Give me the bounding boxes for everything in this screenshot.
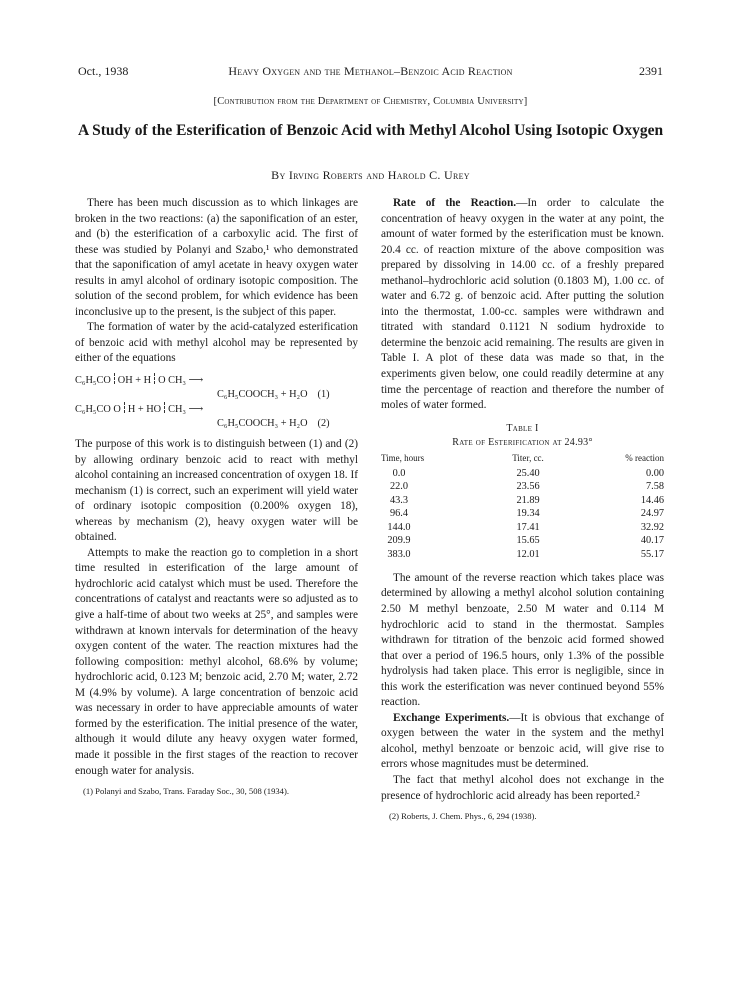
table-header-row xyxy=(381,452,664,467)
rate-paragraph: Rate of the Reaction.—In order to calculate the concentration of heavy oxygen in the water at any point, the amount of water formed by the esterification must be known. 20.4 cc. of reaction mixture of the above composition was prepared by dissolving in 14.00 cc. of a freshly prepared methanol–hydrochloric acid solution (0.1803 M), 1.00 cc. of water and 6.72 g. of benzoic acid. After putting the solution into the thermostat, 1.00-cc. samples were withdrawn and titrated with standard 0.1121 N sodium hydroxide to determine the benzoic acid remaining. The results are given in Table I. A plot of these data was made so that, in the experiments given below, one could readily determine at any time the percentage of reaction and therefore the number of moles of water formed. xyxy=(381,197,665,412)
methanol-exchange-paragraph: The fact that methyl alcohol does not exchange in the presence of hydrochloric acid already has been reported.² xyxy=(381,774,664,802)
equation-2-reactants: C₆H₅CO O H + HO CH₃ ⟶ xyxy=(75,404,204,416)
bond-cleavage-mark xyxy=(124,402,125,413)
table-row: 0.0 25.40 0.00 xyxy=(392,468,664,480)
running-head xyxy=(78,64,663,80)
section-heading-exchange: Exchange Experiments. xyxy=(393,711,510,724)
footnote-2: (2) Roberts, J. Chem. Phys., 6, 294 (1938). xyxy=(389,811,537,822)
article-title: A Study of the Esterification of Benzoic Acid with Methyl Alcohol Using Isotopic Oxygen xyxy=(77,122,664,139)
column-header: % reaction xyxy=(625,452,664,463)
bond-cleavage-mark xyxy=(164,402,165,413)
reverse-reaction-paragraph: The amount of the reverse reaction which takes place was determined by allowing a methyl alcohol solution containing 2.50 M methyl benzoate, 2.50 M water and 0.114 M hydrochloric acid to stand in the thermostat. Samples withdrawn for titration of the benzoic acid formed showed that over a period of 196.5 hours, only 1.3% of the possible hydrolysis had taken place. This error is negligible, since in this work the esterification was never continued beyond 55% reaction. xyxy=(381,571,664,709)
equation-number: (2) xyxy=(317,418,330,430)
table-label: Table I xyxy=(506,422,539,434)
column-header: Time, hours xyxy=(381,452,425,463)
equations-intro-paragraph: The formation of water by the acid-catalyzed esterification of benzoic acid with methyl alcohol may be represented by either of the equations xyxy=(75,321,358,365)
equation-1-products: C₆H₅COOCH₃ + H₂O (1) xyxy=(217,389,330,401)
table-row: 22.0 23.56 7.58 xyxy=(389,481,664,493)
running-title: Heavy Oxygen and the Methanol–Benzoic Acid Reaction xyxy=(228,64,513,78)
conditions-paragraph: Attempts to make the reaction go to completion in a short time resulted in esterification of the large amount of hydrochloric acid catalyst which must be used. Therefore the concentrations of catalyst and reactants were so adjusted as to give a half-time of about two weeks at 25°, and samples were withdrawn at known intervals for determination of the heavy oxygen content of the water. The reaction mixtures had the following composition: methyl alcohol, 68.6% by volume; hydrochloric acid, 0.123 M; benzoic acid, 2.70 M; water, 2.72 M (4.9% by volume). A large concentration of benzoic acid was necessary in order to have appreciable amounts of water formed by the esterification. The initial presence of the water, although it would dilute any heavy oxygen water formed, made it possible in the first stages of the reaction to recover enough water for analysis. xyxy=(75,546,358,777)
table-row: 383.0 12.01 55.17 xyxy=(387,548,664,560)
section-heading-rate: Rate of the Reaction. xyxy=(393,197,517,209)
left-column xyxy=(75,196,358,797)
page-number: 2391 xyxy=(639,64,663,78)
bond-cleavage-mark xyxy=(154,373,155,384)
bond-cleavage-mark xyxy=(114,373,115,384)
intro-paragraph: There has been much discussion as to which linkages are broken in the two reactions: (a) the saponification of an ester, and (b) the esterification of a carboxylic acid. The first of these was studied by Polanyi and Szabo,¹ who demonstrated that the saponification of amyl acetate in heavy oxygen water results in amyl alcohol of ordinary isotopic composition. The solution of the second problem, for which evidence has been inconclusive up to the present, is the subject of this paper. xyxy=(75,197,358,318)
table-row: 144.0 17.41 32.92 xyxy=(387,521,664,533)
contribution-line: [Contribution from the Department of Chemistry, Columbia University] xyxy=(213,96,528,107)
footnote-1: (1) Polanyi and Szabo, Trans. Faraday Soc., 30, 508 (1934). xyxy=(83,786,289,797)
table-row: 209.9 15.65 40.17 xyxy=(387,535,664,547)
equation-1-reactants: C₆H₅CO OH + H O CH₃ ⟶ xyxy=(75,375,204,387)
table-caption: Rate of Esterification at 24.93° xyxy=(452,436,593,448)
author-line: By Irving Roberts and Harold C. Urey xyxy=(271,168,470,182)
reaction-equations xyxy=(75,373,358,431)
right-column xyxy=(381,196,664,822)
purpose-paragraph: The purpose of this work is to distinguish between (1) and (2) by allowing ordinary benzoic acid to react with methyl alcohol containing an increased concentration of oxygen 18. If mechanism (1) is correct, such an experiment will yield water of ordinary isotopic composition (0.200% oxygen 18), whereas by mechanism (2), heavy oxygen water will be obtained. xyxy=(75,438,358,544)
exchange-paragraph: Exchange Experiments.—It is obvious that exchange of oxygen between the water in the system and the methyl alcohol, methyl benzoate or benzoic acid, will give rise to errors whose magnitudes must be determined. xyxy=(381,711,664,771)
table-row: 43.3 21.89 14.46 xyxy=(389,494,664,506)
issue-date: Oct., 1938 xyxy=(78,64,129,78)
table-row: 96.4 19.34 24.97 xyxy=(389,508,664,520)
rate-table xyxy=(381,452,664,561)
column-header: Titer, cc. xyxy=(512,452,544,463)
equation-2-products: C₆H₅COOCH₃ + H₂O (2) xyxy=(217,418,330,430)
equation-number: (1) xyxy=(317,389,330,401)
